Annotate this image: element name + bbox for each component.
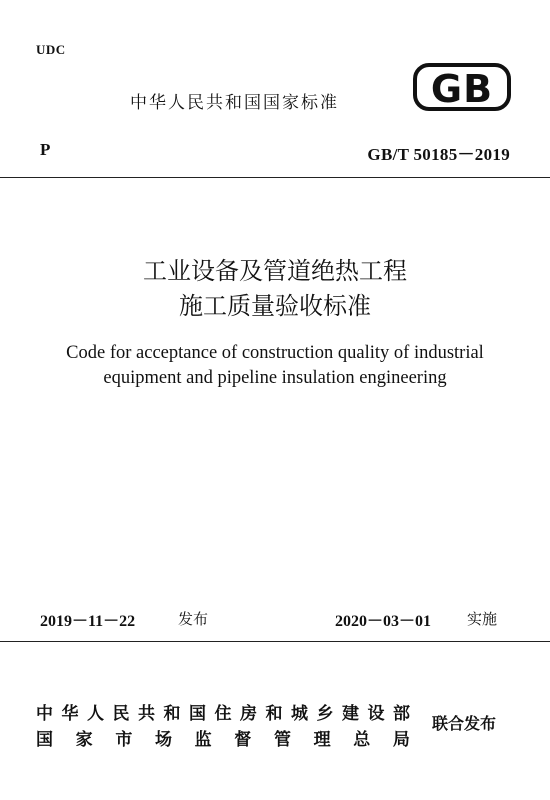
publisher-char: 建 [342,704,359,724]
issue-date: 2019－11－22 [40,613,136,630]
publisher-char: 民 [112,704,130,724]
publisher-char: 国 [189,704,206,724]
publisher-char: 设 [367,704,385,724]
joint-publication-label: 联合发布 [432,714,497,733]
publisher-char: 监 [194,730,212,750]
publisher-char: 局 [392,730,410,750]
publisher-char: 管 [273,730,291,750]
publisher-char: 市 [115,730,133,750]
publisher-char: 理 [313,730,331,750]
publisher-char: 房 [240,704,257,724]
publisher-char: 住 [214,704,232,724]
publisher-char: 总 [353,730,371,750]
publisher-char: 乡 [316,704,334,724]
publisher-char: 人 [87,704,104,724]
publisher-char: 华 [61,704,79,724]
category-code: P [40,140,51,159]
gb-logo [412,62,512,112]
publisher-char: 家 [75,730,93,750]
publisher-char: 和 [163,704,181,724]
english-title-line-2: equipment and pipeline insulation engineering [103,368,447,388]
publisher-char: 部 [393,704,410,724]
implementation-label: 实施 [467,610,498,628]
chinese-title-line-1: 工业设备及管道绝热工程 [143,257,407,285]
publisher-char: 国 [36,730,53,750]
top-divider [0,177,550,178]
standard-number: GB/T 50185－2019 [367,145,510,164]
publisher-char: 中 [36,704,53,724]
publisher-char: 共 [138,704,155,724]
national-standard-heading: 中华人民共和国国家标准 [130,93,339,113]
implementation-date: 2020－03－01 [335,613,432,630]
publisher-char: 和 [265,704,283,724]
bottom-divider [0,641,550,642]
chinese-title-line-2: 施工质量验收标准 [179,292,371,320]
udc-label: UDC [36,42,66,57]
english-title-line-1: Code for acceptance of construction quality of industrial [66,343,484,363]
publisher-line-2 [36,725,410,750]
svg-text:GB: GB [430,67,494,111]
issue-label: 发布 [178,610,209,628]
publisher-line-1 [36,699,410,724]
publisher-char: 城 [291,704,308,724]
publisher-char: 场 [154,730,172,750]
publisher-char: 督 [234,730,252,750]
